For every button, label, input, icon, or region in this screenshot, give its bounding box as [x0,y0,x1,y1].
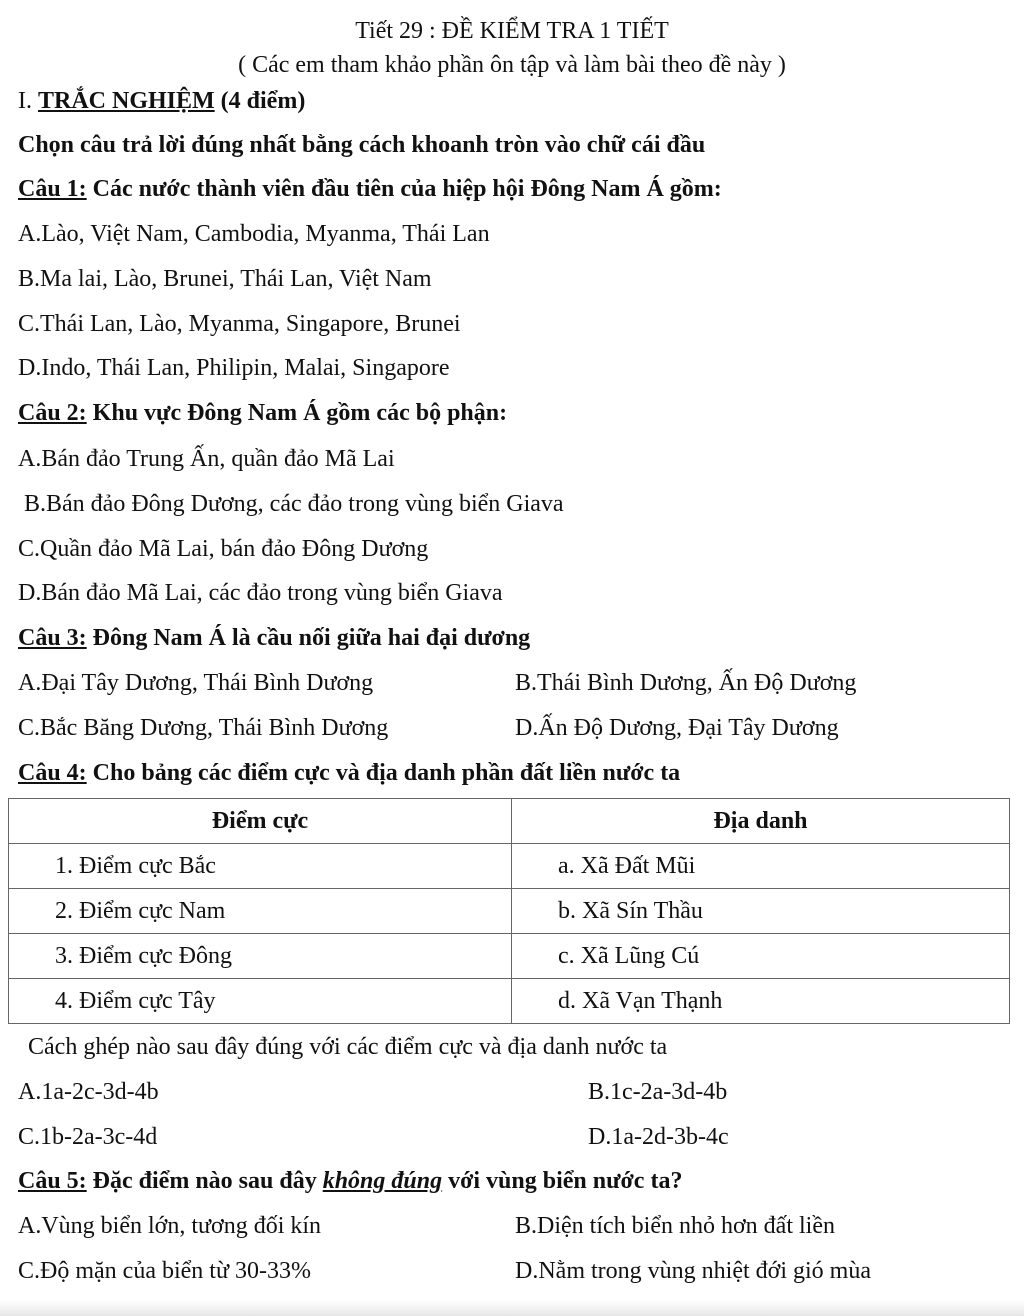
question-1-text: Các nước thành viên đầu tiên của hiệp hội Đông Nam Á gồm: [92,176,722,202]
table-row [9,934,1010,979]
table-cell: a. Xã Đất Mũi [512,844,1010,889]
question-4-text: Cho bảng các điểm cực và địa danh phần đất liền nước ta [92,760,681,786]
q4-option-d[interactable]: D.1a-2d-3b-4c [588,1124,729,1150]
question-5-label: Câu 5: [18,1168,87,1194]
question-4 [18,760,680,787]
table-row [9,979,1010,1024]
table-row [9,844,1010,889]
table-cell: c. Xã Lũng Cú [512,934,1010,979]
question-1 [18,176,722,203]
question-5 [18,1168,682,1195]
table-cell: d. Xã Vạn Thạnh [512,979,1010,1024]
table-header-cell: Điểm cực [9,799,512,844]
question-1-label: Câu 1: [18,176,87,202]
question-5-text-before: Đặc điểm nào sau đây [92,1168,317,1194]
table-cell: b. Xã Sín Thầu [512,889,1010,934]
q5-option-d[interactable]: D.Nằm trong vùng nhiệt đới gió mùa [515,1258,871,1284]
q1-option-a[interactable]: A.Lào, Việt Nam, Cambodia, Myanma, Thái Lan [18,221,490,247]
question-3-label: Câu 3: [18,625,87,651]
table-cell: 2. Điểm cực Nam [9,889,512,934]
q2-option-c[interactable]: C.Quần đảo Mã Lai, bán đảo Đông Dương [18,536,429,562]
section-points: (4 điểm) [220,88,306,114]
q4-option-a[interactable]: A.1a-2c-3d-4b [18,1079,159,1105]
question-4-prompt: Cách ghép nào sau đây đúng với các điểm cực và địa danh nước ta [28,1034,668,1060]
question-2 [18,400,507,427]
q3-option-c[interactable]: C.Bắc Băng Dương, Thái Bình Dương [18,715,389,741]
table-header-row [9,799,1010,844]
table-cell: 1. Điểm cực Bắc [9,844,512,889]
table-row [9,889,1010,934]
q3-option-b[interactable]: B.Thái Bình Dương, Ấn Độ Dương [515,670,857,696]
q2-option-d[interactable]: D.Bán đảo Mã Lai, các đảo trong vùng biển Giava [18,580,503,606]
section-number: I. [18,88,32,114]
q2-option-a[interactable]: A.Bán đảo Trung Ấn, quần đảo Mã Lai [18,446,395,472]
table-cell: 4. Điểm cực Tây [9,979,512,1024]
exam-subtitle: ( Các em tham khảo phần ôn tập và làm bài theo đề này ) [238,52,786,78]
table-cell: 3. Điểm cực Đông [9,934,512,979]
q3-option-a[interactable]: A.Đại Tây Dương, Thái Bình Dương [18,670,374,696]
table-header-cell: Địa danh [512,799,1010,844]
q5-option-b[interactable]: B.Diện tích biển nhỏ hơn đất liền [515,1213,835,1239]
question-2-text: Khu vực Đông Nam Á gồm các bộ phận: [92,400,508,426]
question-4-label: Câu 4: [18,760,87,786]
section-title: TRẮC NGHIỆM [38,88,215,114]
q3-option-d[interactable]: D.Ấn Độ Dương, Đại Tây Dương [515,715,839,741]
question-2-label: Câu 2: [18,400,87,426]
question-5-emphasis: không đúng [322,1168,443,1194]
question-3-text: Đông Nam Á là cầu nối giữa hai đại dương [92,625,531,651]
question-3 [18,625,530,652]
q1-option-d[interactable]: D.Indo, Thái Lan, Philipin, Malai, Singapore [18,355,450,381]
section-heading [18,88,305,115]
q1-option-c[interactable]: C.Thái Lan, Lào, Myanma, Singapore, Brunei [18,311,461,337]
q1-option-b[interactable]: B.Ma lai, Lào, Brunei, Thái Lan, Việt Nam [18,266,432,292]
extreme-points-table [8,798,1010,1024]
q2-option-b[interactable]: B.Bán đảo Đông Dương, các đảo trong vùng biển Giava [24,491,564,517]
instruction: Chọn câu trả lời đúng nhất bằng cách khoanh tròn vào chữ cái đầu [18,132,706,158]
page-bottom-shadow [0,1300,1024,1316]
q4-option-b[interactable]: B.1c-2a-3d-4b [588,1079,728,1105]
q5-option-a[interactable]: A.Vùng biển lớn, tương đối kín [18,1213,322,1239]
question-5-text-after: với vùng biển nước ta? [448,1168,683,1194]
q4-option-c[interactable]: C.1b-2a-3c-4d [18,1124,158,1150]
q5-option-c[interactable]: C.Độ mặn của biển từ 30-33% [18,1258,311,1284]
exam-title: Tiết 29 : ĐỀ KIỂM TRA 1 TIẾT [355,18,669,44]
